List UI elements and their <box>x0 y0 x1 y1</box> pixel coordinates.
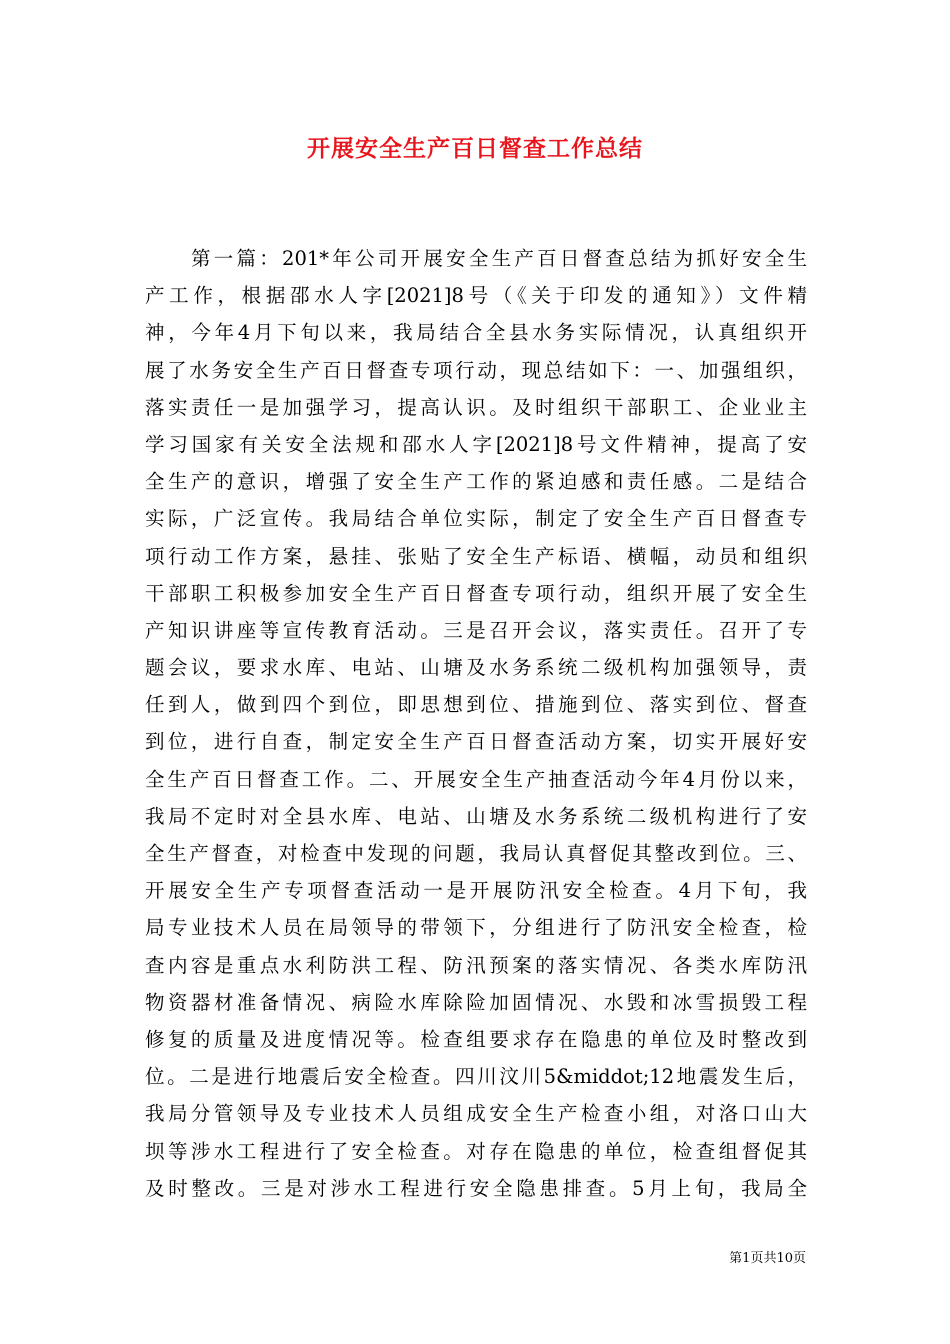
body-line: 我局分管领导及专业技术人员组成安全生产检查小组，对洛口山大 <box>145 1102 807 1126</box>
body-line: 全生产的意识，增强了安全生产工作的紧迫感和责任感。二是结合 <box>145 470 807 494</box>
body-line: 落实责任一是加强学习，提高认识。及时组织干部职工、企业业主 <box>145 395 807 419</box>
body-line: 干部职工积极参加安全生产百日督查专项行动，组织开展了安全生 <box>145 581 807 605</box>
body-line: 实际，广泛宣传。我局结合单位实际，制定了安全生产百日督查专 <box>145 507 807 531</box>
body-line: 产工作，根据邵水人字[2021]8号（《关于印发的通知》）文件精 <box>145 284 807 308</box>
body-line: 物资器材准备情况、病险水库除险加固情况、水毁和冰雪损毁工程 <box>145 990 807 1014</box>
body-line: 神，今年4月下旬以来，我局结合全县水务实际情况，认真组织开 <box>145 321 807 345</box>
body-line: 项行动工作方案，悬挂、张贴了安全生产标语、横幅，动员和组织 <box>145 544 807 568</box>
body-line: 开展安全生产专项督查活动一是开展防汛安全检查。4月下旬，我 <box>145 879 807 903</box>
body-line: 及时整改。三是对涉水工程进行安全隐患排查。5月上旬，我局全 <box>145 1176 807 1200</box>
body-line: 局专业技术人员在局领导的带领下，分组进行了防汛安全检查，检 <box>145 916 807 940</box>
body-line: 全生产督查，对检查中发现的问题，我局认真督促其整改到位。三、 <box>145 842 807 865</box>
body-line: 修复的质量及进度情况等。检查组要求存在隐患的单位及时整改到 <box>145 1027 807 1051</box>
body-line: 坝等涉水工程进行了安全检查。对存在隐患的单位，检查组督促其 <box>145 1139 807 1163</box>
body-line: 题会议，要求水库、电站、山塘及水务系统二级机构加强领导，责 <box>145 656 807 680</box>
page-footer: 第1页共10页 <box>729 1251 806 1266</box>
body-line: 我局不定时对全县水库、电站、山塘及水务系统二级机构进行了安 <box>145 804 807 828</box>
body-line: 第一篇：201*年公司开展安全生产百日督查总结为抓好安全生 <box>191 247 807 270</box>
body-line: 展了水务安全生产百日督查专项行动，现总结如下：一、加强组织， <box>145 358 807 382</box>
body-line: 全生产百日督查工作。二、开展安全生产抽查活动今年4月份以来， <box>145 767 807 791</box>
body-line: 位。二是进行地震后安全检查。四川汶川5&middot;12地震发生后， <box>145 1065 807 1089</box>
body-line: 任到人，做到四个到位，即思想到位、措施到位、落实到位、督查 <box>145 693 807 717</box>
body-line: 到位，进行自查，制定安全生产百日督查活动方案，切实开展好安 <box>145 730 807 754</box>
body-line: 查内容是重点水利防洪工程、防汛预案的落实情况、各类水库防汛 <box>145 953 807 977</box>
document-title: 开展安全生产百日督查工作总结 <box>307 135 643 162</box>
document-body <box>145 240 807 1207</box>
body-line: 产知识讲座等宣传教育活动。三是召开会议，落实责任。召开了专 <box>145 618 807 642</box>
body-line: 学习国家有关安全法规和邵水人字[2021]8号文件精神，提高了安 <box>145 432 807 456</box>
